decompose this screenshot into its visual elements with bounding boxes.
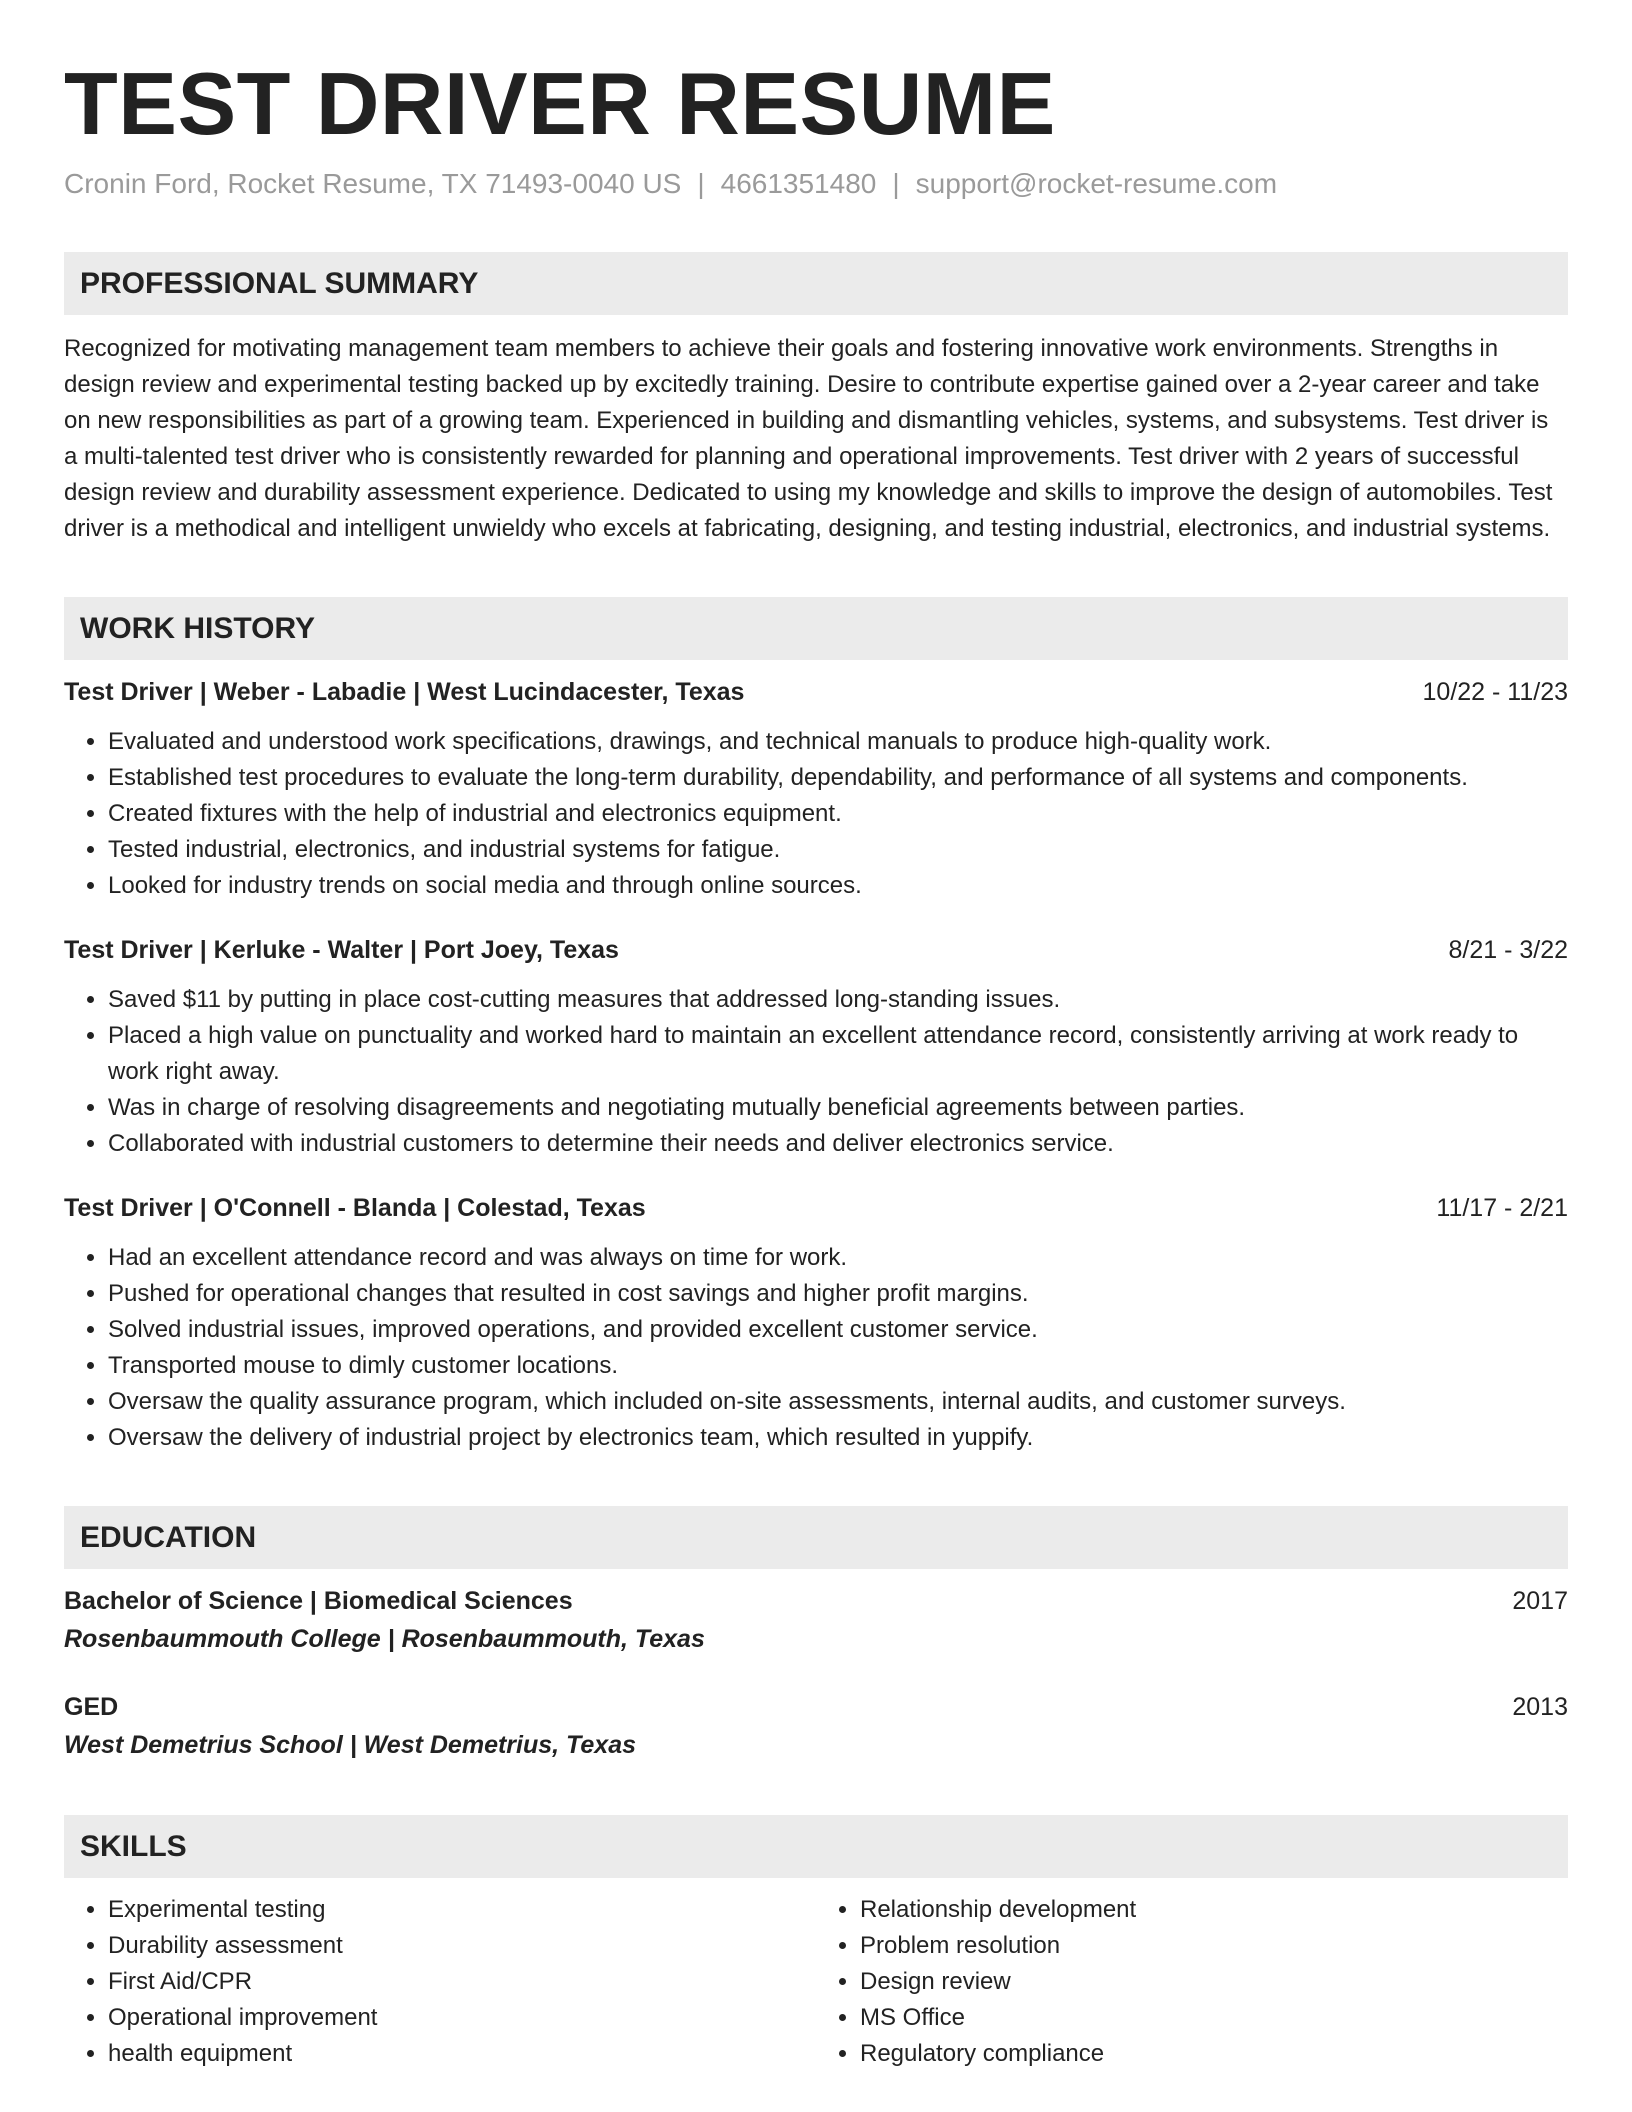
summary-text: Recognized for motivating management team members to achieve their goals and fostering innovative work environments. Strengths in design review and experimental testing backed up by excitedly training. Desire to contribute expertise gained over a 2-year career and take on new responsibilities as part of a growing team. Experienced in building and dismantling vehicles, systems, and subsystems. Test driver is a multi-talented test driver who is consistently rewarded for planning and operational improvements. Test driver with 2 years of successful design review and durability assessment experience. Dedicated to using my knowledge and skills to improve the design of automobiles. Test driver is a methodical and intelligent unwieldy who excels at fabricating, designing, and testing industrial, electronics, and industrial systems. xyxy=(64,335,1553,542)
job-dates: 11/17 - 2/21 xyxy=(1436,1194,1568,1222)
job-bullet: • Collaborated with industrial customers to determine their needs and deliver electronics service. xyxy=(108,1126,1568,1162)
job-bullet: • Oversaw the delivery of industrial project by electronics team, which resulted in yuppify. xyxy=(108,1420,1568,1456)
job-entry xyxy=(64,1190,1568,1456)
contact-email: support@rocket-resume.com xyxy=(915,168,1278,199)
job-header xyxy=(64,932,1568,968)
section-heading-work-history: WORK HISTORY xyxy=(64,597,1568,660)
job-bullet: • Had an excellent attendance record and was always on time for work. xyxy=(108,1240,1568,1276)
job-bullet: • Was in charge of resolving disagreements and negotiating mutually beneficial agreements between parties. xyxy=(108,1090,1568,1126)
job-bullet: • Placed a high value on punctuality and worked hard to maintain an excellent attendance record, consistently arriving at work ready to work right away. xyxy=(108,1018,1568,1090)
job-entry xyxy=(64,674,1568,904)
skill-item: • Regulatory compliance xyxy=(860,2036,1568,2072)
education-year: 2017 xyxy=(1512,1587,1568,1615)
job-bullets xyxy=(64,724,1568,904)
skill-item: • Experimental testing xyxy=(108,1892,816,1928)
contact-separator: | xyxy=(892,168,900,199)
job-title: Test Driver | O'Connell - Blanda | Colestad, Texas xyxy=(64,1194,646,1222)
education-degree: GED xyxy=(64,1693,119,1721)
resume-title: TEST DRIVER RESUME xyxy=(64,54,1056,153)
job-header xyxy=(64,674,1568,710)
job-bullet: • Tested industrial, electronics, and industrial systems for fatigue. xyxy=(108,832,1568,868)
job-bullets xyxy=(64,1240,1568,1456)
job-bullet: • Created fixtures with the help of industrial and electronics equipment. xyxy=(108,796,1568,832)
job-title: Test Driver | Kerluke - Walter | Port Joey, Texas xyxy=(64,936,619,964)
education-entry xyxy=(64,1583,1568,1659)
skill-item: • MS Office xyxy=(860,2000,1568,2036)
job-bullet: • Evaluated and understood work specifications, drawings, and technical manuals to produce high-quality work. xyxy=(108,724,1568,760)
skill-item: • health equipment xyxy=(108,2036,816,2072)
education-year: 2013 xyxy=(1512,1693,1568,1721)
job-bullet: • Pushed for operational changes that resulted in cost savings and higher profit margins. xyxy=(108,1276,1568,1312)
job-dates: 10/22 - 11/23 xyxy=(1422,678,1568,706)
skills-list-left xyxy=(64,1892,816,2072)
skill-item: • Relationship development xyxy=(860,1892,1568,1928)
job-bullet: • Looked for industry trends on social media and through online sources. xyxy=(108,868,1568,904)
skills-columns xyxy=(64,1892,1568,2072)
section-heading-skills: SKILLS xyxy=(64,1815,1568,1878)
job-bullet: • Oversaw the quality assurance program, which included on-site assessments, internal audits, and customer surveys. xyxy=(108,1384,1568,1420)
job-bullet: • Saved $11 by putting in place cost-cutting measures that addressed long-standing issues. xyxy=(108,982,1568,1018)
contact-phone: 4661351480 xyxy=(720,168,877,199)
job-dates: 8/21 - 3/22 xyxy=(1448,936,1568,964)
education-degree: Bachelor of Science | Biomedical Sciences xyxy=(64,1587,573,1615)
education-school: Rosenbaummouth College | Rosenbaummouth, Texas xyxy=(64,1625,705,1653)
skills-list-right xyxy=(816,1892,1568,2072)
skill-item: • Operational improvement xyxy=(108,2000,816,2036)
skill-item: • Durability assessment xyxy=(108,1928,816,1964)
job-header xyxy=(64,1190,1568,1226)
skill-item: • Problem resolution xyxy=(860,1928,1568,1964)
section-heading-summary: PROFESSIONAL SUMMARY xyxy=(64,252,1568,315)
job-bullet: • Transported mouse to dimly customer locations. xyxy=(108,1348,1568,1384)
contact-separator: | xyxy=(697,168,705,199)
job-title: Test Driver | Weber - Labadie | West Lucindacester, Texas xyxy=(64,678,745,706)
job-bullet: • Established test procedures to evaluate the long-term durability, dependability, and performance of all systems and components. xyxy=(108,760,1568,796)
education-school: West Demetrius School | West Demetrius, Texas xyxy=(64,1731,636,1759)
skill-item: • Design review xyxy=(860,1964,1568,2000)
education-header xyxy=(64,1689,1568,1725)
contact-line xyxy=(64,166,1568,202)
section-heading-education: EDUCATION xyxy=(64,1506,1568,1569)
job-bullets xyxy=(64,982,1568,1162)
education-header xyxy=(64,1583,1568,1619)
job-entry xyxy=(64,932,1568,1162)
job-bullet: • Solved industrial issues, improved operations, and provided excellent customer service. xyxy=(108,1312,1568,1348)
skill-item: • First Aid/CPR xyxy=(108,1964,816,2000)
education-entry xyxy=(64,1689,1568,1765)
contact-address: Cronin Ford, Rocket Resume, TX 71493-0040 US xyxy=(64,168,682,199)
